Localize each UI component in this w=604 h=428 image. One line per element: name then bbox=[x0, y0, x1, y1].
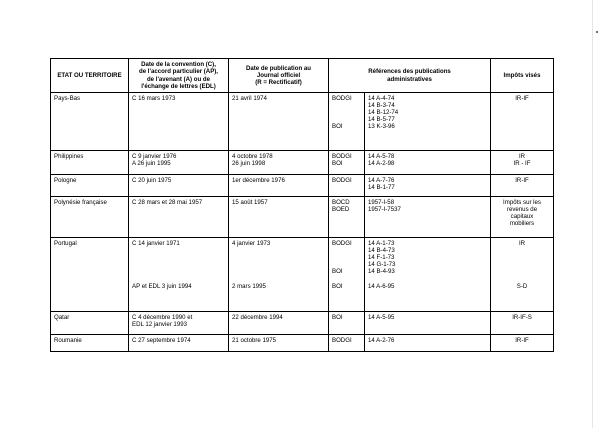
reference-number-cell-line: 14 B-12-74 bbox=[368, 108, 399, 116]
reference-publication-cell bbox=[329, 197, 365, 238]
reference-number-cell bbox=[365, 238, 491, 312]
reference-publication-cell-line bbox=[332, 254, 361, 261]
scan-edge-line bbox=[592, 0, 593, 428]
taxes-cell-line bbox=[494, 275, 550, 282]
taxes-cell bbox=[491, 175, 554, 197]
publication-cell-line: 22 décembre 1994 bbox=[232, 313, 283, 321]
reference-number-cell-line: 14 B-5-77 bbox=[368, 116, 395, 124]
reference-publication-cell-line: BOI bbox=[332, 159, 343, 167]
reference-publication-cell-line bbox=[332, 116, 361, 123]
publication-cell bbox=[229, 238, 329, 312]
publication-cell bbox=[229, 151, 329, 175]
reference-number-cell-line: 14 A-1-73 bbox=[368, 239, 395, 247]
state-cell-text: Polynésie française bbox=[54, 198, 107, 206]
reference-publication-cell-line bbox=[332, 261, 361, 268]
header-line: Journal officiel bbox=[256, 71, 301, 79]
publication-cell-line: 1er décembre 1976 bbox=[232, 176, 285, 184]
convention-cell-line bbox=[132, 247, 225, 254]
taxes-cell-line bbox=[494, 254, 550, 261]
reference-publication-cell-line bbox=[332, 247, 361, 254]
convention-cell bbox=[129, 151, 229, 175]
reference-publication-cell-line bbox=[332, 102, 361, 109]
state-cell-text: Pologne bbox=[54, 176, 77, 184]
reference-publication-cell bbox=[329, 93, 365, 151]
reference-number-cell-line: 1957-I-7537 bbox=[368, 205, 401, 213]
state-cell-text: Philippines bbox=[54, 152, 84, 160]
reference-publication-cell-line: BOI bbox=[332, 313, 343, 321]
convention-cell-line: C 4 décembre 1990 et bbox=[132, 313, 193, 321]
taxes-cell-line bbox=[494, 247, 550, 254]
convention-cell-line: AP et EDL 3 juin 1994 bbox=[132, 282, 192, 290]
publication-cell bbox=[229, 93, 329, 151]
reference-number-cell bbox=[365, 93, 491, 151]
convention-cell bbox=[129, 175, 229, 197]
header-line: Références des publications bbox=[368, 68, 451, 76]
state-cell bbox=[51, 335, 129, 352]
reference-publication-cell-line: BODGI bbox=[332, 94, 352, 102]
publication-cell-line bbox=[232, 268, 325, 275]
convention-cell bbox=[129, 238, 229, 312]
header-line: l'échange de lettres (EDL) bbox=[141, 82, 216, 90]
taxes-cell-line: Impôts sur les bbox=[503, 198, 541, 206]
reference-number-cell-line: 14 A-5-78 bbox=[368, 152, 395, 160]
reference-number-cell-line bbox=[368, 275, 487, 282]
state-cell-text: Roumanie bbox=[54, 336, 82, 344]
taxes-cell-line: mobiliers bbox=[509, 220, 535, 228]
convention-cell-line: C 20 juin 1975 bbox=[132, 176, 172, 184]
state-cell bbox=[51, 175, 129, 197]
reference-publication-cell bbox=[329, 175, 365, 197]
scan-speck bbox=[596, 31, 598, 33]
reference-number-cell-line: 14 A-2-76 bbox=[368, 336, 395, 344]
table-row bbox=[51, 335, 554, 352]
taxes-cell-line: IR-IF bbox=[515, 94, 529, 102]
taxes-cell bbox=[491, 151, 554, 175]
taxes-cell-line bbox=[494, 261, 550, 268]
state-cell bbox=[51, 238, 129, 312]
reference-number-cell-line: 13 K-3-96 bbox=[368, 123, 395, 131]
reference-publication-cell-line: BODGI bbox=[332, 152, 352, 160]
reference-publication-cell-line: BOCD bbox=[332, 198, 350, 206]
taxes-cell bbox=[491, 335, 554, 352]
reference-number-cell-line: 14 A-6-95 bbox=[368, 282, 395, 290]
convention-cell-line: C 16 mars 1973 bbox=[132, 94, 176, 102]
reference-number-cell-line: 14 B-1-77 bbox=[368, 183, 395, 191]
publication-cell bbox=[229, 175, 329, 197]
table-row bbox=[51, 151, 554, 175]
state-cell bbox=[51, 312, 129, 335]
reference-number-cell-line: 1957-I-58 bbox=[368, 198, 395, 206]
table-body bbox=[51, 93, 554, 352]
reference-number-cell-line: 14 B-4-73 bbox=[368, 246, 395, 254]
taxes-cell-line: IR bbox=[518, 239, 526, 247]
convention-cell-line bbox=[132, 261, 225, 268]
convention-cell-line bbox=[132, 275, 225, 282]
publication-cell-line: 21 avril 1974 bbox=[232, 94, 267, 102]
convention-cell bbox=[129, 335, 229, 352]
table-row bbox=[51, 238, 554, 312]
convention-cell-line: A 26 juin 1995 bbox=[132, 159, 171, 167]
table-row bbox=[51, 93, 554, 151]
reference-number-cell bbox=[365, 197, 491, 238]
reference-publication-cell-line: BOI bbox=[332, 123, 343, 131]
convention-cell-line bbox=[132, 254, 225, 261]
taxes-cell-line: IR bbox=[518, 152, 526, 160]
taxes-cell-line: IR - IF bbox=[513, 159, 531, 167]
taxes-cell-line: S-D bbox=[516, 282, 528, 290]
taxes-cell bbox=[491, 197, 554, 238]
header-convention bbox=[129, 59, 229, 93]
taxes-cell bbox=[491, 238, 554, 312]
publication-cell bbox=[229, 335, 329, 352]
convention-cell-line bbox=[132, 268, 225, 275]
header-line: Date de la convention (C), bbox=[141, 61, 216, 69]
reference-number-cell-line: 14 A-4-74 bbox=[368, 94, 395, 102]
publication-cell-line bbox=[232, 275, 325, 282]
reference-number-cell-line: 14 G-1-73 bbox=[368, 261, 396, 269]
publication-cell-line: 4 octobre 1978 bbox=[232, 152, 273, 160]
reference-number-cell-line: 14 F-1-73 bbox=[368, 253, 395, 261]
header-line: de l'avenant (A) ou de bbox=[146, 75, 211, 83]
reference-number-cell-line: 14 A-5-95 bbox=[368, 313, 395, 321]
reference-publication-cell-line bbox=[332, 109, 361, 116]
taxes-cell-line: revenus de bbox=[506, 205, 538, 213]
reference-publication-cell-line: BODGI bbox=[332, 336, 352, 344]
header-line: (R = Rectificatif) bbox=[255, 79, 302, 87]
taxes-cell-line: IR-IF bbox=[515, 176, 529, 184]
state-cell-text: Qatar bbox=[54, 313, 70, 321]
header-line: Date de publication au bbox=[245, 64, 311, 72]
state-cell bbox=[51, 197, 129, 238]
table-row bbox=[51, 175, 554, 197]
taxes-cell-line: IR-IF-S bbox=[512, 313, 532, 321]
taxes-cell bbox=[491, 312, 554, 335]
publication-cell-line: 15 août 1957 bbox=[232, 198, 268, 206]
publication-cell bbox=[229, 197, 329, 238]
header-row bbox=[51, 59, 554, 93]
convention-cell-line: C 14 janvier 1971 bbox=[132, 239, 180, 247]
reference-number-cell-line: 14 A-2-98 bbox=[368, 159, 395, 167]
reference-publication-cell-line bbox=[332, 275, 361, 282]
header-publication bbox=[229, 59, 329, 93]
table-row bbox=[51, 197, 554, 238]
reference-publication-cell-line: BOI bbox=[332, 282, 343, 290]
reference-number-cell bbox=[365, 151, 491, 175]
header-line: de l'accord particulier (AP), bbox=[139, 68, 218, 76]
convention-cell-line: EDL 12 janvier 1993 bbox=[132, 320, 187, 328]
reference-publication-cell bbox=[329, 312, 365, 335]
reference-number-cell-line: 14 A-7-76 bbox=[368, 176, 395, 184]
reference-number-cell bbox=[365, 335, 491, 352]
state-cell bbox=[51, 93, 129, 151]
reference-number-cell-line: 14 B-3-74 bbox=[368, 101, 395, 109]
tax-treaty-table bbox=[50, 58, 554, 352]
taxes-cell-line bbox=[494, 268, 550, 275]
reference-publication-cell-line: BOI bbox=[332, 268, 343, 276]
publication-cell-line: 4 janvier 1973 bbox=[232, 239, 271, 247]
publication-cell bbox=[229, 312, 329, 335]
header-state: ETAT OU TERRITOIRE bbox=[51, 59, 129, 93]
convention-cell-line: C 9 janvier 1976 bbox=[132, 152, 177, 160]
state-cell-text: Pays-Bas bbox=[54, 94, 81, 102]
publication-cell-line: 21 octobre 1975 bbox=[232, 336, 277, 344]
convention-cell-line: C 27 septembre 1974 bbox=[132, 336, 191, 344]
reference-number-cell-line: 14 B-4-93 bbox=[368, 268, 395, 276]
publication-cell-line bbox=[232, 261, 325, 268]
publication-cell-line: 26 juin 1998 bbox=[232, 159, 266, 167]
reference-number-cell bbox=[365, 312, 491, 335]
reference-publication-cell-line: BOED bbox=[332, 205, 350, 213]
publication-cell-line bbox=[232, 254, 325, 261]
taxes-cell-line: capitaux bbox=[510, 212, 534, 220]
header-references bbox=[329, 59, 491, 93]
reference-publication-cell bbox=[329, 335, 365, 352]
convention-cell bbox=[129, 312, 229, 335]
header-taxes: Impôts visés bbox=[491, 59, 554, 93]
reference-publication-cell bbox=[329, 151, 365, 175]
publication-cell-line: 2 mars 1995 bbox=[232, 282, 266, 290]
publication-cell-line bbox=[232, 247, 325, 254]
reference-number-cell bbox=[365, 175, 491, 197]
state-cell bbox=[51, 151, 129, 175]
convention-cell-line: C 28 mars et 28 mai 1957 bbox=[132, 198, 203, 206]
table-row bbox=[51, 312, 554, 335]
taxes-cell-line: IR-IF bbox=[515, 336, 529, 344]
reference-publication-cell-line: BODGI bbox=[332, 176, 352, 184]
reference-publication-cell-line: BODGI bbox=[332, 239, 352, 247]
convention-cell bbox=[129, 197, 229, 238]
reference-publication-cell bbox=[329, 238, 365, 312]
taxes-cell bbox=[491, 93, 554, 151]
convention-cell bbox=[129, 93, 229, 151]
header-line: administratives bbox=[387, 75, 432, 83]
state-cell-text: Portugal bbox=[54, 239, 77, 247]
